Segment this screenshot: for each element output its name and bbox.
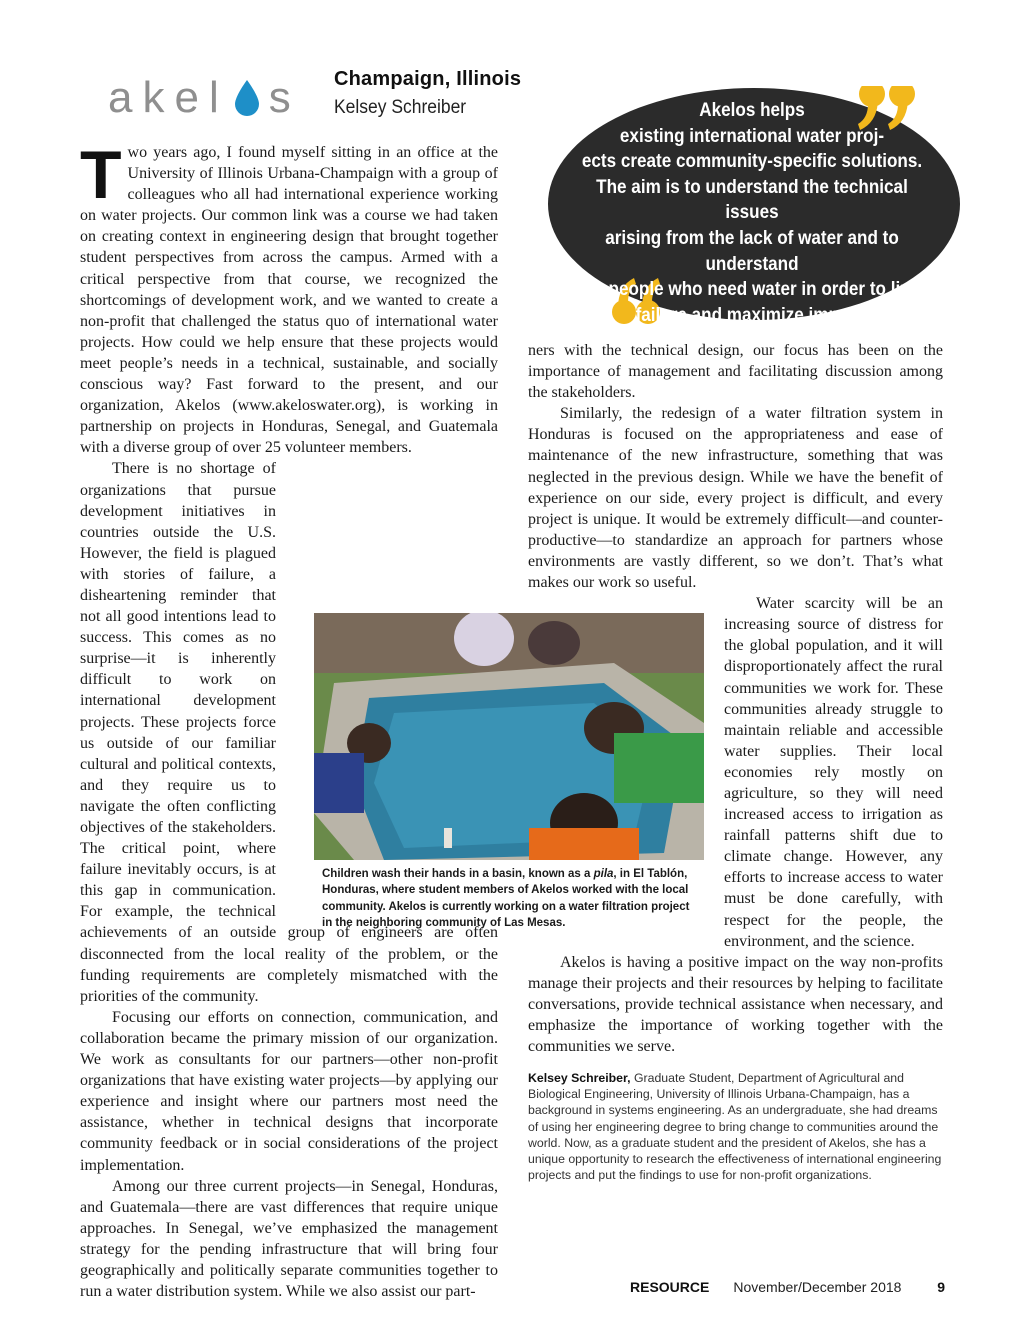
photo-caption bbox=[322, 866, 702, 932]
article-paragraph bbox=[80, 137, 498, 458]
paragraph-text: wo years ago, I found myself sitting in an office at the University of Illinois Urbana-Champaign with a group of colleagues who all had international experience working on water projects. Our common link was a course we had taken on creating context in engineering design that brought together student perspectives from across the campus. Armed with a critical perspective from that course, we recognized the shortcomings of development work, and we wanted to create a non-profit that challenged the status quo of international water projects. How could we help ensure that these projects would meet people’s needs in a technical, sustainable, and socially conscious way? Fast forward to the present, and our organization, Akelos (www.akeloswater.org), is working in partnership on projects in Honduras, Senegal, and Guatemala with a diverse group of over 25 volunteer members. bbox=[80, 144, 498, 457]
paragraph-text: Focusing our efforts on connection, communication, and collaboration became the primary mission of our organization. We work as consultants for our partners—other non-profit organizations that have existing water projects—by applying our experience and insight where our partners most need the assistance, whether in technical designs that incorporate community feedback or in social considerations of the project implementation. bbox=[80, 1008, 498, 1174]
bio-text: Graduate Student, Department of Agricultural and Biological Engineering, University of Illinois Urbana-Champaign, has a background in systems engineering. As an undergraduate, she had dreams of using her engineering degree to bring change to communities around the world. Now, as a graduate student and the president of Akelos, she has a unique opportunity to research the effectiveness of international engineering projects and put the findings to use for non-profit organizations. bbox=[528, 1071, 942, 1183]
issue-date: November/December 2018 bbox=[733, 1279, 902, 1295]
photo-illustration bbox=[314, 613, 704, 860]
pull-quote bbox=[542, 86, 962, 326]
logo-text-right: s bbox=[268, 73, 301, 122]
paragraph-text: Among our three current projects—in Senegal, Honduras, and Guatemala—there are vast differences that require unique approaches. In Senegal, we’ve emphasized the management strategy for the pending infrastructure that will bring four geographically and politically separate communities together to run a water distribution system. While we also assist our part- bbox=[80, 1177, 498, 1301]
article-paragraph bbox=[80, 1176, 498, 1303]
pull-quote-line: arising from the lack of water and to understand bbox=[605, 227, 899, 275]
pull-quote-text bbox=[572, 98, 932, 328]
author-bio bbox=[528, 1070, 943, 1183]
page-footer bbox=[600, 1279, 945, 1295]
pull-quote-line: Akelos helps bbox=[699, 100, 805, 121]
logo-text-left: akel bbox=[108, 73, 229, 122]
article-paragraph bbox=[528, 403, 943, 593]
pull-quote-line: the people who need water in order to limit bbox=[578, 279, 926, 301]
publication-name: RESOURCE bbox=[630, 1279, 710, 1295]
pull-quote-line: failure and maximize impact. bbox=[635, 304, 869, 326]
pull-quote-line: existing international water proj- bbox=[619, 125, 885, 147]
paragraph-text: Similarly, the redesign of a water filtration system in Honduras is focused on the appropriateness and ease of maintenance of the new infrastructure, something that was neglected in the previous design. While we have the benefit of experience on our side, every project is difficult, and every project is unique. It would be extremely difficult—and counter-productive—to standardize an approach for partners whose environments are vastly different, so we don’t. That’s what makes our work so useful. bbox=[528, 405, 943, 592]
article-paragraph bbox=[528, 952, 943, 1057]
bio-name: Kelsey Schreiber, bbox=[528, 1071, 631, 1085]
paragraph-text: There is no shortage of organizations that pursue development initiatives in countries outside the U.S. However, the field is plagued with stories of failure, a disheartening reminder that not all good intentions lead to success. This comes as no surprise—it is inherently difficult to work on international development projects. These projects force us outside of our familiar cultural and political contexts, and they require us to navigate the often conflicting objectives of the stakeholders. The critical point, where failure inevitably occurs, is at this gap in communication. For example, the technical achievements of an outside group of engineers are often disconnected from the local reality of the problem, or the funding requirements are completely mismatched with the priorities of the community. bbox=[80, 460, 498, 1005]
caption-italic-term: pila bbox=[593, 868, 614, 880]
article-author: Kelsey Schreiber bbox=[334, 97, 467, 118]
article-location: Champaign, Illinois bbox=[334, 68, 522, 90]
page-number: 9 bbox=[937, 1279, 945, 1295]
article-paragraph bbox=[528, 340, 943, 403]
byline bbox=[334, 68, 521, 119]
photo-children-washing-hands bbox=[314, 613, 704, 860]
drop-cap: T bbox=[80, 137, 122, 213]
paragraph-text: Akelos is having a positive impact on the way non-profits manage their projects and their resources by helping to facilitate conversations, provide technical assistance when necessary, and emphasize the importance of working together with the communities we serve. bbox=[528, 953, 943, 1056]
pull-quote-line: The aim is to understand the technical issues bbox=[596, 176, 908, 224]
pull-quote-line: ects create community-specific solutions. bbox=[581, 151, 923, 173]
paragraph-text: ners with the technical design, our focus has been on the importance of management and facilitating discussion among the stakeholders. bbox=[528, 342, 943, 402]
article-paragraph bbox=[80, 1007, 498, 1176]
akelos-logo bbox=[108, 74, 308, 122]
caption-text: , in El Tablón, Honduras, where student members of Akelos worked with the local community. Akelos is currently working on a water filtration project in the neighboring community of Las Mesas. bbox=[322, 868, 690, 930]
caption-text: Children wash their hands in a basin, known as a bbox=[322, 868, 594, 880]
paragraph-text: Water scarcity will be an increasing source of distress for the global population, and it will disproportionately affect the rural communities we work for. These communities already struggle to maintain reliable and accessible water supplies. Their local economies rely mostly on agriculture, so they will need increased access to irrigation as rainfall patterns shift due to climate change. However, any efforts to increase access to water must be done carefully, with respect for the people, the environment, and the science. bbox=[724, 595, 943, 950]
water-drop-icon bbox=[231, 78, 263, 118]
